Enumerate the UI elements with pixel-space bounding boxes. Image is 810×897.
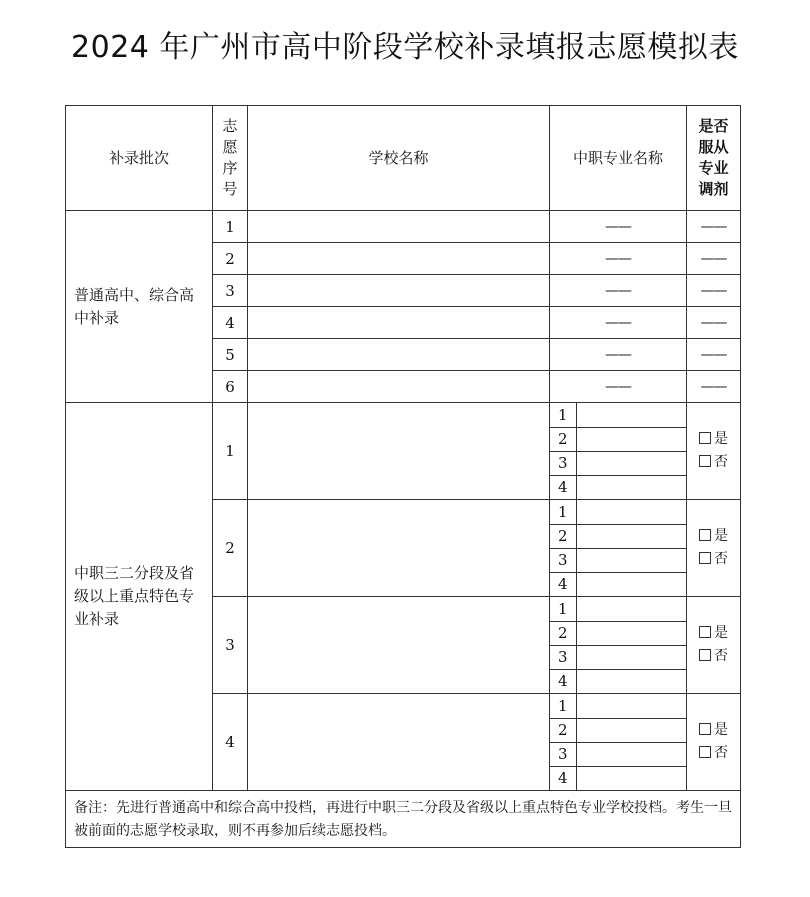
school-name-field[interactable] [248,597,550,694]
seq-number: 2 [213,243,248,275]
major-name-field[interactable] [576,621,686,645]
option-no-label: 否 [714,454,728,470]
option-no[interactable] [687,548,740,571]
header-seq-char: 志 [222,117,238,135]
seq-number: 6 [213,371,248,403]
application-form-table [65,105,741,848]
school-name-field[interactable] [248,339,550,371]
page-title: 2024 年广州市高中阶段学校补录填报志愿模拟表 [71,30,739,65]
major-name-field[interactable] [576,742,686,766]
header-major: 中职专业名称 [550,106,687,211]
option-no[interactable] [687,645,740,668]
adjust-dash: —— [687,307,741,339]
option-yes[interactable] [687,428,740,451]
major-dash: —— [550,307,687,339]
header-seq-char: 愿 [222,138,238,156]
school-name-field[interactable] [248,403,550,500]
major-name-field[interactable] [576,718,686,742]
header-adjust-line: 是否 [698,117,729,135]
major-dash: —— [550,211,687,243]
school-name-field[interactable] [248,243,550,275]
option-no[interactable] [687,451,740,474]
school-name-field[interactable] [248,307,550,339]
header-adjust [687,106,741,211]
seq-number: 1 [213,403,248,500]
major-number: 4 [550,475,576,499]
footnote: 备注：先进行普通高中和综合高中投档，再进行中职三二分段及省级以上重点特色专业学校投档。考生一旦被前面的志愿学校录取，则不再参加后续志愿投档。 [66,791,741,848]
adjust-dash: —— [687,243,741,275]
major-name-field[interactable] [576,597,686,621]
major-number: 2 [550,621,576,645]
school-name-field[interactable] [248,275,550,307]
header-row [66,106,741,211]
header-seq [213,106,248,211]
major-name-field[interactable] [576,669,686,693]
option-yes-label: 是 [714,625,728,641]
major-name-field[interactable] [576,500,686,524]
school-name-field[interactable] [248,211,550,243]
major-name-field[interactable] [576,475,686,499]
header-adjust-line: 调剂 [698,180,729,198]
major-list [550,500,686,596]
major-number: 3 [550,742,576,766]
major-name-field[interactable] [576,403,686,427]
batch-label-general: 普通高中、综合高中补录 [66,211,213,403]
adjust-options [687,500,741,597]
seq-number: 5 [213,339,248,371]
major-name-field[interactable] [576,548,686,572]
seq-number: 3 [213,275,248,307]
major-number: 2 [550,524,576,548]
major-number: 4 [550,572,576,596]
seq-number: 3 [213,597,248,694]
checkbox-icon[interactable] [699,529,711,541]
option-yes[interactable] [687,622,740,645]
adjust-dash: —— [687,371,741,403]
adjust-options [687,597,741,694]
major-number: 1 [550,597,576,621]
major-number: 3 [550,645,576,669]
adjust-options [687,403,741,500]
option-yes[interactable] [687,525,740,548]
note-row [66,791,741,848]
major-number: 1 [550,403,576,427]
header-adjust-line: 专业 [698,159,729,177]
option-no[interactable] [687,742,740,765]
major-number: 2 [550,718,576,742]
major-number: 3 [550,548,576,572]
major-cell [550,694,687,791]
seq-number: 4 [213,694,248,791]
table-row [66,211,741,243]
adjust-options [687,694,741,791]
checkbox-icon[interactable] [699,432,711,444]
major-number: 3 [550,451,576,475]
school-name-field[interactable] [248,694,550,791]
adjust-dash: —— [687,275,741,307]
adjust-dash: —— [687,211,741,243]
seq-number: 4 [213,307,248,339]
major-name-field[interactable] [576,645,686,669]
checkbox-icon[interactable] [699,746,711,758]
adjust-dash: —— [687,339,741,371]
seq-number: 1 [213,211,248,243]
header-seq-char: 号 [222,180,238,198]
major-name-field[interactable] [576,694,686,718]
major-list [550,597,686,693]
seq-number: 2 [213,500,248,597]
major-cell [550,500,687,597]
header-adjust-line: 服从 [698,138,729,156]
major-cell [550,403,687,500]
major-name-field[interactable] [576,524,686,548]
checkbox-icon[interactable] [699,455,711,467]
major-dash: —— [550,339,687,371]
major-list [550,403,686,499]
checkbox-icon[interactable] [699,552,711,564]
school-name-field[interactable] [248,500,550,597]
major-number: 4 [550,669,576,693]
option-yes[interactable] [687,719,740,742]
table-row [66,403,741,500]
header-batch: 补录批次 [66,106,213,211]
major-dash: —— [550,371,687,403]
major-number: 1 [550,500,576,524]
major-dash: —— [550,275,687,307]
major-number: 2 [550,427,576,451]
batch-label-vocational: 中职三二分段及省级以上重点特色专业补录 [66,403,213,791]
option-no-label: 否 [714,551,728,567]
checkbox-icon[interactable] [699,626,711,638]
option-yes-label: 是 [714,528,728,544]
option-no-label: 否 [714,745,728,761]
header-seq-char: 序 [222,159,238,177]
major-name-field[interactable] [576,451,686,475]
major-name-field[interactable] [576,427,686,451]
major-cell [550,597,687,694]
checkbox-icon[interactable] [699,723,711,735]
major-dash: —— [550,243,687,275]
option-yes-label: 是 [714,431,728,447]
option-no-label: 否 [714,648,728,664]
major-number: 4 [550,766,576,790]
header-school: 学校名称 [248,106,550,211]
major-name-field[interactable] [576,572,686,596]
school-name-field[interactable] [248,371,550,403]
major-number: 1 [550,694,576,718]
checkbox-icon[interactable] [699,649,711,661]
option-yes-label: 是 [714,722,728,738]
major-name-field[interactable] [576,766,686,790]
major-list [550,694,686,790]
